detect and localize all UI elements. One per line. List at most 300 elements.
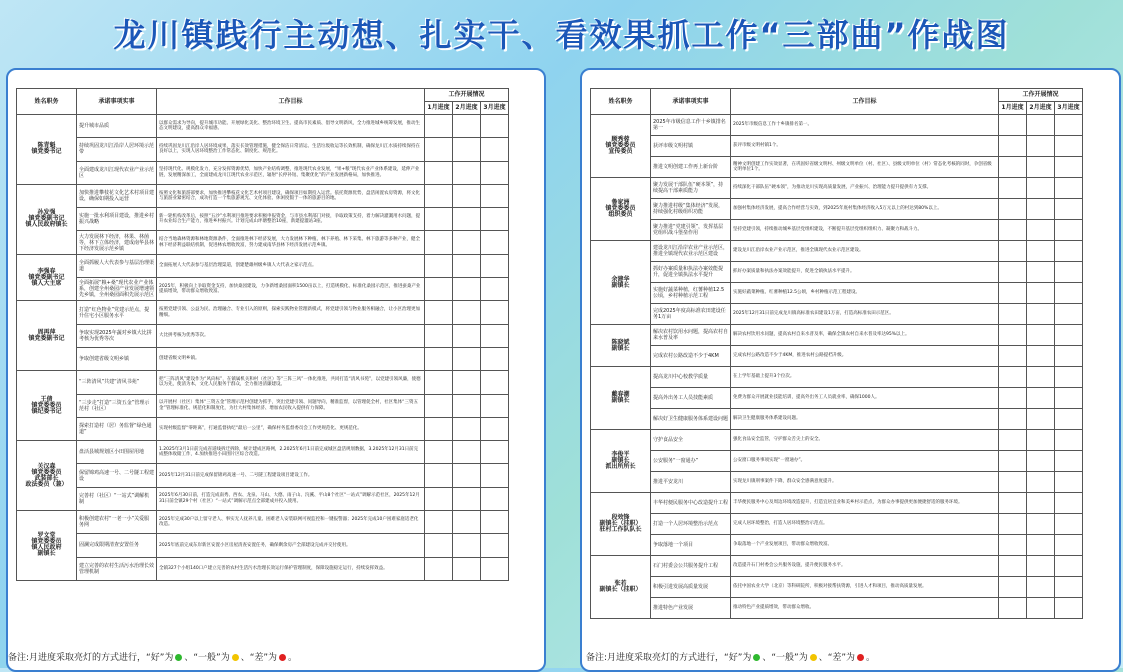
item-cell: 建设龙川江沿岸农业产业示范区，推进全镇现代农业示范区建设 [651,241,731,262]
progress-cell-month-1[interactable] [425,371,453,394]
progress-cell-month-1[interactable] [425,254,453,277]
progress-cell-month-1[interactable] [425,208,453,231]
progress-cell-month-2[interactable] [1027,346,1055,367]
progress-cell-month-1[interactable] [999,199,1027,220]
progress-cell-month-2[interactable] [1027,199,1055,220]
work-cell: 完成农村公路改造不少于4KM，推进农村公路提档升级。 [731,346,999,367]
work-cell: 2025年12月31日前完成保留锦鸡高速一号、二号隧工程建设项目建设工作。 [157,464,425,487]
table-row [17,278,509,301]
item-cell: 抓好办案质量和执法办案效能提升，促进全镇执法水平提升 [651,262,731,283]
progress-cell-month-3[interactable] [481,231,509,254]
table-row [591,304,1083,325]
progress-cell-month-2[interactable] [453,441,481,464]
table-row [17,138,509,161]
work-cell: 争取落地一个产业发展项目，带动群众增收致富。 [731,535,999,556]
progress-cell-month-2[interactable] [453,278,481,301]
item-cell: 推进平安龙川 [651,472,731,493]
progress-cell-month-1[interactable] [425,115,453,138]
role-header: 姓名职务 [591,89,651,115]
progress-cell-month-1[interactable] [999,346,1027,367]
item-cell: 提高龙川中心校教学质量 [651,367,731,388]
progress-cell-month-2[interactable] [1027,262,1055,283]
progress-cell-month-1[interactable] [425,417,453,440]
progress-cell-month-2[interactable] [453,557,481,580]
role-cell: 张若 副镇长（挂职） [591,556,651,619]
progress-cell-month-2[interactable] [1027,430,1055,451]
progress-cell-month-3[interactable] [1055,535,1083,556]
progress-cell-month-2[interactable] [453,394,481,417]
progress-cell-month-2[interactable] [453,115,481,138]
progress-cell-month-2[interactable] [1027,598,1055,619]
progress-cell-month-2[interactable] [1027,115,1055,136]
work-cell: 2025年市级信息工作十乡镇排名第一。 [731,115,999,136]
header-row [591,89,1083,102]
progress-cell-month-2[interactable] [1027,325,1055,346]
work-cell: 实现村级监督“零距离”，打通监督执纪“最后一公里”，确保村务监督委员会工作更规范化、更规范化。 [157,417,425,440]
progress-cell-month-2[interactable] [1027,283,1055,304]
role-cell: 关汉森 镇党委委员 武装部长 政法委员（兼） [17,441,77,511]
progress-header: 工作开展情况 [425,89,509,102]
progress-cell-month-3[interactable] [1055,451,1083,472]
work-cell: 2025年12月31日前完成龙川镇高标准农田建设1万亩，打造高标准农田示范区。 [731,304,999,325]
role-cell: 罗文堂 镇党委委员 镇人民政府 副镇长 [17,511,77,581]
month-1-header: 1月进度 [425,102,453,115]
work-cell: 2025年完成30户以上留守老人、事实无人抚养儿童、困难老人安装联网可视监控和一键报警器；2025年完成10户困难家庭适老化改造。 [157,511,425,534]
work-cell: 以开展村（社区）集体“三资五金”管理示范村创建为抓手，突出党建引领、问题导向，精准监督，以管理促全村，社区集体“三资五金”管理标准化、规范化和制度化，为壮大村集体经济、增加农民收入提供有力保障。 [157,394,425,417]
item-cell: 打造一个人居环境整治示范点 [651,514,731,535]
work-cell: 实现龙川镇刑事案件下降，群众安全感满意度提升。 [731,472,999,493]
progress-cell-month-1[interactable] [425,347,453,370]
table-row [17,301,509,324]
progress-cell-month-1[interactable] [425,231,453,254]
role-header: 姓名职务 [17,89,77,115]
work-cell: 按照文化和旅游部要求，加快推进攀枝花文化艺术村项目建设，确保项目如期投入运营。依托资源优势，盘活闲置农房资源，将文化与旅游业紧密结合，成功打造一个集旅游观光、文化体验、休闲度假于一体的旅游目的地。 [157,184,425,207]
progress-cell-month-1[interactable] [425,511,453,534]
progress-cell-month-3[interactable] [1055,241,1083,262]
progress-cell-month-1[interactable] [425,138,453,161]
progress-cell-month-1[interactable] [999,430,1027,451]
footer-end: 。 [288,653,298,663]
footer-bad-label-right: 、“差”为 [818,653,856,663]
progress-cell-month-2[interactable] [1027,535,1055,556]
progress-cell-month-2[interactable] [453,464,481,487]
progress-cell-month-3[interactable] [481,254,509,277]
progress-cell-month-3[interactable] [1055,430,1083,451]
progress-cell-month-2[interactable] [1027,514,1055,535]
progress-cell-month-1[interactable] [999,262,1027,283]
footer-note: 备注:月进度采取亮灯的方式进行， [8,653,147,663]
progress-cell-month-1[interactable] [999,409,1027,430]
item-cell: “三阵清风”共建“清风书苑” [77,371,157,394]
footer-right [586,650,1116,663]
progress-cell-month-1[interactable] [999,283,1027,304]
progress-cell-month-2[interactable] [453,417,481,440]
role-cell: 王倩 镇党委委员 镇纪委书记 [17,371,77,441]
item-cell: 推进特色产业发展 [651,598,731,619]
progress-cell-month-3[interactable] [1055,367,1083,388]
progress-cell-month-3[interactable] [1055,304,1083,325]
table-row [17,511,509,534]
progress-cell-month-1[interactable] [999,325,1027,346]
item-cell: 获评市级文明村镇 [651,136,731,157]
table-row [591,115,1083,136]
progress-cell-month-2[interactable] [1027,451,1055,472]
table-row [591,346,1083,367]
month-1-header: 1月进度 [999,102,1027,115]
item-cell: 完成农村公路改造不少于4KM [651,346,731,367]
table-row [591,598,1083,619]
progress-cell-month-2[interactable] [1027,409,1055,430]
table-row [591,514,1083,535]
progress-cell-month-2[interactable] [453,347,481,370]
table-row [17,115,509,138]
progress-cell-month-3[interactable] [1055,136,1083,157]
table-row [17,161,509,184]
progress-cell-month-3[interactable] [1055,199,1083,220]
item-cell: 探索打造村（居）务监督“绿色通道” [77,417,157,440]
progress-cell-month-3[interactable] [481,115,509,138]
green-light-icon [753,654,760,661]
progress-cell-month-3[interactable] [481,394,509,417]
progress-cell-month-3[interactable] [481,184,509,207]
month-3-header: 3月进度 [1055,102,1083,115]
progress-cell-month-1[interactable] [999,136,1027,157]
progress-cell-month-2[interactable] [1027,388,1055,409]
table-row [591,157,1083,178]
work-cell: 持续巩固龙川江沿岸人居环境成果，落实长效管理措施，健全保洁日常清运、生活垃圾收运等长效机制，确保龙川江水质持续保持在良好以上，实现人居环境整治工作常态化、制度化、规范化。 [157,138,425,161]
progress-cell-month-1[interactable] [999,388,1027,409]
work-cell: 持续深化干部队伍“硬本领”，为推动龙川实现高质量发展，产业振兴、治理能力提升提供有力支撑。 [731,178,999,199]
progress-cell-month-2[interactable] [1027,493,1055,514]
left-table [16,88,509,581]
progress-cell-month-1[interactable] [425,301,453,324]
month-2-header: 2月进度 [1027,102,1055,115]
table-row [591,241,1083,262]
progress-cell-month-1[interactable] [999,367,1027,388]
work-cell: 2025年6月30日前，打造完成南秀、西农、龙泉、马山、大德、雨子山、浣溪、平山8个社区“一站式”调解示范社区，2025年12月31日前全镇29个村（社区）“一站式”调解示范点全部建成并投入使用。 [157,487,425,510]
item-cell: 解决好卫生健康服务体系建设问题 [651,409,731,430]
progress-cell-month-1[interactable] [999,115,1027,136]
progress-cell-month-3[interactable] [1055,115,1083,136]
work-header: 工作目标 [157,89,425,115]
page-title: 龙川镇践行主动想、扎实干、看效果抓工作“三部曲”作战图 [113,16,1010,54]
footer-good-label: “好”为 [146,653,174,663]
work-cell: 精神文明创建工作实效显著，在巩固好省级文明村、州级文明单位（村、社区）、县级文明单位（村）常态化考核的同时，争创省级文明单位1个。 [731,157,999,178]
progress-cell-month-2[interactable] [453,254,481,277]
progress-cell-month-1[interactable] [425,184,453,207]
progress-cell-month-1[interactable] [425,487,453,510]
item-cell: 公安服务“一窗通办” [651,451,731,472]
progress-cell-month-1[interactable] [999,178,1027,199]
item-header: 承诺事项实事 [77,89,157,115]
progress-cell-month-3[interactable] [1055,283,1083,304]
footer-note-right: 备注:月进度采取亮灯的方式进行， [586,653,725,663]
work-cell: 1.2025年3月1日前完成省道线拆迁拆除，统计建成区路网，2.2025年6月1日前完成城区盘活规划数据，3.2025年12月31日前完成整体收储工作，4.加快推进小田围片区综合改造。 [157,441,425,464]
progress-cell-month-3[interactable] [1055,220,1083,241]
table-row [17,534,509,557]
item-cell: 推进文明创建工作再上新台阶 [651,157,731,178]
item-cell: “三步走”打造“三资五金”管理示范村（社区） [77,394,157,417]
progress-cell-month-2[interactable] [1027,136,1055,157]
progress-cell-month-3[interactable] [481,441,509,464]
item-cell: 全面建成龙川江现代农业产业示范区 [77,161,157,184]
work-cell: 创建省级文明乡镇。 [157,347,425,370]
progress-cell-month-3[interactable] [481,464,509,487]
progress-cell-month-1[interactable] [999,304,1027,325]
progress-cell-month-3[interactable] [1055,577,1083,598]
progress-cell-month-2[interactable] [453,184,481,207]
progress-cell-month-1[interactable] [999,241,1027,262]
progress-cell-month-2[interactable] [1027,472,1055,493]
work-cell: 改造提升石门村委会公共服务设施，提升便民服务水平。 [731,556,999,577]
footer-left [8,650,548,663]
progress-cell-month-2[interactable] [453,231,481,254]
role-cell: 孙发强 镇党委副书记 镇人民政府镇长 [17,184,77,254]
progress-cell-month-1[interactable] [999,577,1027,598]
item-cell: 石门村委会公共服务提升工程 [651,556,731,577]
progress-cell-month-3[interactable] [481,487,509,510]
work-cell: 2025年，积极向上争取资金支持，加快桑园建设，力争新增桑园面积1500亩以上，打造规模化、标准化桑园示范区，推进蚕桑产业提质增效，带动群众增收致富。 [157,278,425,301]
work-cell: 实施好蔬菜种植、红薯种植12.5公顷，乡村种植示范工程建设。 [731,283,999,304]
progress-cell-month-3[interactable] [481,301,509,324]
yellow-light-icon [810,654,817,661]
work-cell: 推动特色产业提质增效，带动群众增收。 [731,598,999,619]
progress-cell-month-3[interactable] [481,161,509,184]
footer-end-right: 。 [866,653,876,663]
table-row [591,577,1083,598]
progress-cell-month-1[interactable] [999,220,1027,241]
month-2-header: 2月进度 [453,102,481,115]
work-cell: 完成人居环境整治，打造人居环境整治示范点。 [731,514,999,535]
progress-cell-month-3[interactable] [481,534,509,557]
progress-cell-month-3[interactable] [1055,514,1083,535]
progress-cell-month-2[interactable] [1027,220,1055,241]
progress-cell-month-1[interactable] [425,441,453,464]
progress-cell-month-1[interactable] [425,534,453,557]
table-row [17,464,509,487]
month-3-header: 3月进度 [481,102,509,115]
progress-cell-month-2[interactable] [1027,241,1055,262]
progress-cell-month-3[interactable] [481,324,509,347]
progress-cell-month-1[interactable] [425,161,453,184]
progress-cell-month-2[interactable] [1027,556,1055,577]
progress-cell-month-3[interactable] [1055,388,1083,409]
progress-cell-month-3[interactable] [1055,325,1083,346]
progress-header: 工作开展情况 [999,89,1083,102]
table-row [17,487,509,510]
table-row [17,184,509,207]
table-row [591,262,1083,283]
progress-cell-month-2[interactable] [453,534,481,557]
role-cell: 李强春 镇党委副书记 镇人大主席 [17,254,77,301]
table-row [591,178,1083,199]
progress-cell-month-2[interactable] [453,487,481,510]
table-row [17,417,509,440]
table-row [591,325,1083,346]
work-cell: 大比拼考核为优秀等次。 [157,324,425,347]
table-row [591,388,1083,409]
work-cell: 丰华便民服务中心及周边环境改造提升，打造宜居宜业和美乡村示范点，为群众办事提供更加便捷舒适的服务环境。 [731,493,999,514]
table-row [17,394,509,417]
progress-cell-month-2[interactable] [1027,178,1055,199]
item-cell: 固澜完成限期清查安置任务 [77,534,157,557]
item-cell: 争取落地一个项目 [651,535,731,556]
progress-cell-month-1[interactable] [999,472,1027,493]
progress-cell-month-3[interactable] [1055,157,1083,178]
footer-bad-label: 、“差”为 [240,653,278,663]
progress-cell-month-1[interactable] [999,598,1027,619]
progress-cell-month-3[interactable] [481,417,509,440]
progress-cell-month-3[interactable] [481,371,509,394]
item-cell: 完成2025年度高标准农田建设任务1万亩 [651,304,731,325]
red-light-icon [279,654,286,661]
item-cell: 全面抓履人大代表参与基层治理渠道 [77,254,157,277]
role-cell: 周再萍 镇党委副书记 [17,301,77,371]
table-row [591,367,1083,388]
green-light-icon [175,654,182,661]
work-cell: 坚持党建引领，持续推动城乡基层党组织建设，不断提升基层党组织组织力、凝聚力和战斗力。 [731,220,999,241]
footer-mid-label-right: 、“一般”为 [762,653,808,663]
table-row [591,199,1083,220]
progress-cell-month-1[interactable] [425,324,453,347]
progress-cell-month-3[interactable] [481,347,509,370]
item-cell: 建立完善的农村生活污水治理长效管理机制 [77,557,157,580]
item-cell: 解决农村饮用水问题，提高农村自来水普及率 [651,325,731,346]
progress-cell-month-2[interactable] [453,161,481,184]
work-cell: 把“三阵清风”建设作为“风向标”，在镇属机关和村（社区）等“三阵三风”一体化推进，共同打造“清风书苑”，以党建引领风廉，使德以为先，使清为本，文化人民服务于群众，全力推进清廉建设。 [157,371,425,394]
red-light-icon [857,654,864,661]
progress-cell-month-2[interactable] [1027,367,1055,388]
item-cell: 聚力推进村级“集体经济”发展，持续强化村级组织功能 [651,199,731,220]
table-row [17,441,509,464]
item-cell: 争取实现2025年蔬对乡镇大比拼考核为优秀等次 [77,324,157,347]
work-cell: 加强村集体经济发展，提高合作经营与实效，到2025年底村集体经济收入5万元以上的村达到80%以上。 [731,199,999,220]
table-row [17,557,509,580]
table-row [17,347,509,370]
item-cell: 完善村（社区）“一站式”调解机制 [77,487,157,510]
progress-cell-month-3[interactable] [481,138,509,161]
progress-cell-month-1[interactable] [425,394,453,417]
item-cell: 盘活县城规划区小田围屋用地 [77,441,157,464]
table-row [591,409,1083,430]
table-row [17,254,509,277]
yellow-light-icon [232,654,239,661]
table-row [591,220,1083,241]
progress-cell-month-3[interactable] [1055,262,1083,283]
work-cell: 在上学年基础上提升3个位次。 [731,367,999,388]
right-panel [580,68,1121,672]
role-cell: 陈晓斌 副镇长 [591,325,651,367]
work-cell: 获评市级文明村镇1个。 [731,136,999,157]
work-cell: 依托中国农业大学（北京）等科研院所，积极对接帮扶资源，引进人才和项目，推动高质量发展。 [731,577,999,598]
progress-cell-month-2[interactable] [453,511,481,534]
table-row [17,208,509,231]
progress-cell-month-1[interactable] [999,514,1027,535]
footer-mid-label: 、“一般”为 [184,653,230,663]
progress-cell-month-3[interactable] [481,278,509,301]
progress-cell-month-2[interactable] [453,371,481,394]
progress-cell-month-2[interactable] [453,208,481,231]
item-cell: 提升城市品质 [77,115,157,138]
item-cell: 积极引进发展高质量发展 [651,577,731,598]
progress-cell-month-3[interactable] [1055,556,1083,577]
progress-cell-month-1[interactable] [425,557,453,580]
progress-cell-month-2[interactable] [1027,304,1055,325]
item-cell: 全面拓展“粮+桑”现代农业产业体系，创建全州桑园产业发展增速领先乡镇，全州桑园面积先展示范区 [77,278,157,301]
left-panel [6,68,546,672]
table-row [591,283,1083,304]
progress-cell-month-2[interactable] [1027,577,1055,598]
progress-cell-month-1[interactable] [999,451,1027,472]
work-cell: 按照党建引领、公益为民、治理融合、专业引入的原则，探索实践物业管理新模式，将党建引领与物业服务相融合，让小区治理更加精细。 [157,301,425,324]
header-row [17,89,509,102]
footer-good-label-right: “好”为 [724,653,752,663]
role-cell: 段效锋 副镇长（挂职） 驻村工作队队长 [591,493,651,556]
table-row [591,430,1083,451]
progress-cell-month-3[interactable] [1055,598,1083,619]
table-row [591,472,1083,493]
role-cell: 鲁家洲 镇党委委员 组织委员 [591,178,651,241]
work-cell: 抓好办案质量和执法办案效能提升，促进全镇执法水平提升。 [731,262,999,283]
progress-cell-month-2[interactable] [453,138,481,161]
progress-cell-month-3[interactable] [1055,178,1083,199]
progress-cell-month-3[interactable] [1055,346,1083,367]
progress-cell-month-1[interactable] [999,493,1027,514]
progress-cell-month-2[interactable] [453,301,481,324]
progress-cell-month-1[interactable] [425,464,453,487]
role-cell: 余建华 副镇长 [591,241,651,325]
progress-cell-month-3[interactable] [481,511,509,534]
progress-cell-month-1[interactable] [425,278,453,301]
item-cell: 积极创建农村“一老一小”关爱服务网 [77,511,157,534]
table-row [591,535,1083,556]
item-cell: 加快推进攀枝花文化艺术村项目建设，确保如期投入运营 [77,184,157,207]
progress-cell-month-3[interactable] [1055,472,1083,493]
item-cell: 大力发展林下经济，林果、林菌等，林下立体经济，建成南华县林下经济发展示范乡镇 [77,231,157,254]
progress-cell-month-2[interactable] [453,324,481,347]
item-cell: 持续巩固龙川江沿岸人居环境示范带 [77,138,157,161]
item-cell: 实施一批水利项目建设，推进乡村振兴战略 [77,208,157,231]
work-cell: 解决农村饮用水问题，提高农村自来水普及率，确保全镇农村自来水普及率达95%以上。 [731,325,999,346]
work-cell: 建设龙川江沿岸农业产业示范区，推进全镇现代农业示范区建设。 [731,241,999,262]
role-cell: 顾秀蓉 镇党委委员 宣传委员 [591,115,651,178]
work-cell: 强化食品安全监管，守护群众舌尖上的安全。 [731,430,999,451]
item-cell: 打造“红色物业”党建示范点，提升住宅小区服务水平 [77,301,157,324]
right-table [590,88,1083,619]
progress-cell-month-1[interactable] [999,535,1027,556]
progress-cell-month-2[interactable] [1027,157,1055,178]
item-cell: 保留锦鸡高速一号、二号隧工程建设 [77,464,157,487]
table-row [591,451,1083,472]
progress-cell-month-1[interactable] [999,556,1027,577]
item-cell: 聚力发展干部队伍“硬本领”，持续提高干部素质能力 [651,178,731,199]
work-header: 工作目标 [731,89,999,115]
work-cell: 新一轮机构改革后，按照“五沙”水利项目推进要求积极申报资金，与市县水利部门对接，争取政策支持，着力解决灌溉用水问题，提升农业综合生产能力，推进乡村振兴。计划完成山坪塘整治10座，新建提灌站3座。 [157,208,425,231]
progress-cell-month-3[interactable] [481,208,509,231]
progress-cell-month-3[interactable] [1055,409,1083,430]
role-cell: 陈青魁 镇党委书记 [17,115,77,185]
item-cell: 丰华村便民服务中心改造提升工程 [651,493,731,514]
role-cell: 李俊平 副镇长 派出所所长 [591,430,651,493]
table-row [591,493,1083,514]
progress-cell-month-3[interactable] [481,557,509,580]
table-row [17,324,509,347]
work-cell: 2025年底前完成东岸新区安置小区房屋清查安置任务，确保剩余房产全部建设完成并交付使用。 [157,534,425,557]
progress-cell-month-3[interactable] [1055,493,1083,514]
table-row [17,371,509,394]
work-cell: 坚持现代化、规模化发力，充分发挥资源优势，加快产业结构调整，推进现代农业发展，“果+粮”现代农业产业体系建设，延伸产业链，发展精深加工，全面建成龙川江现代农业示范区，辐射“长停补短、集聚优化”的产业发展新格局，加快推进。 [157,161,425,184]
progress-cell-month-1[interactable] [999,157,1027,178]
